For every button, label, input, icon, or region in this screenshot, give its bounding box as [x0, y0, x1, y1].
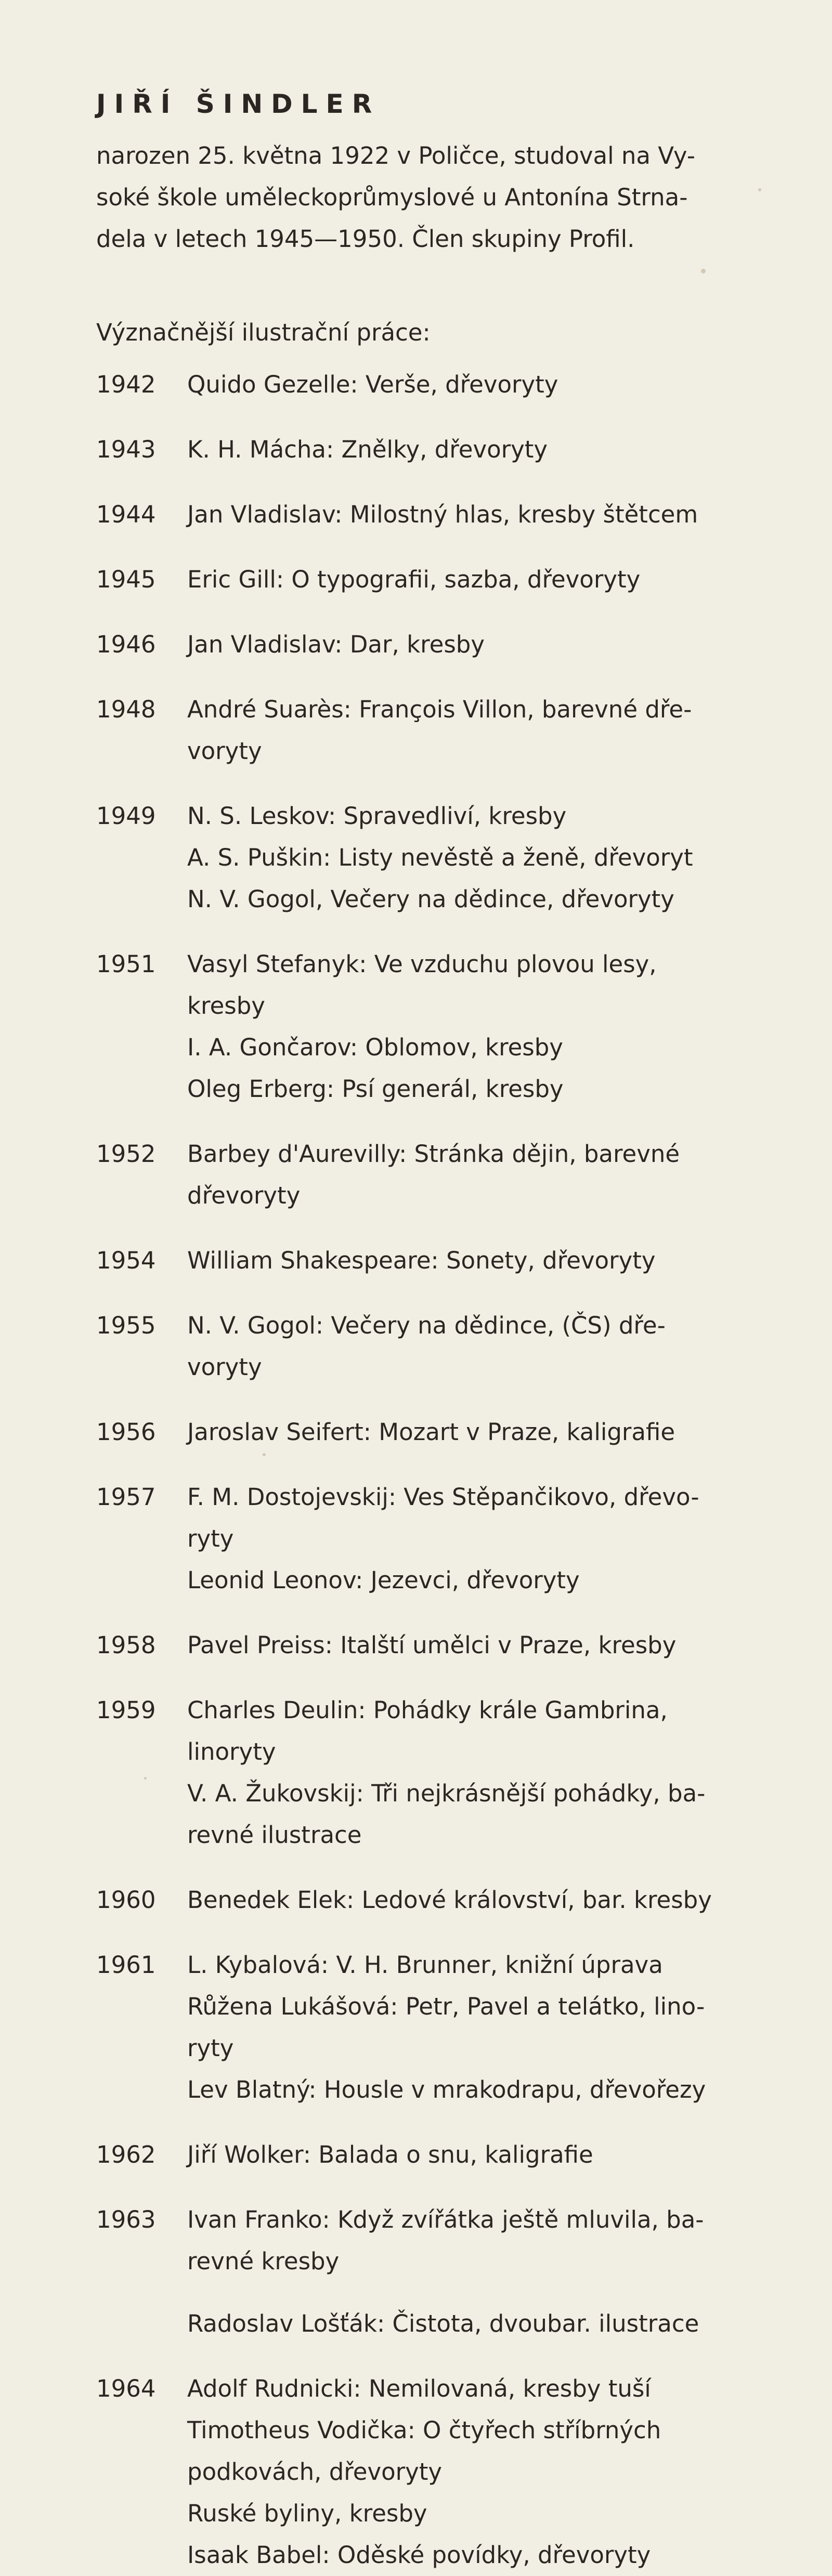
bio-line: dela v letech 1945—1950. Člen skupiny Profil.	[96, 225, 635, 253]
entry-year: 1946	[96, 631, 156, 658]
artist-bio	[96, 135, 757, 260]
work-line: kresby	[187, 992, 265, 1019]
work-line: Benedek Elek: Ledové království, bar. kresby	[187, 1886, 712, 1914]
entry-year: 1952	[96, 1140, 156, 1168]
work-line: Lev Blatný: Housle v mrakodrapu, dřevořezy	[187, 2076, 706, 2103]
work-entry	[96, 2199, 757, 2345]
work-entry	[96, 1305, 757, 1388]
entry-year: 1963	[96, 2206, 156, 2233]
work-line: Růžena Lukášová: Petr, Pavel a telátko, lino-	[187, 1993, 705, 2020]
work-line: revné kresby	[187, 2247, 340, 2275]
work-entry	[96, 1411, 757, 1453]
work-line: Ivan Franko: Když zvířátka ještě mluvila, ba-	[187, 2206, 704, 2233]
entry-year: 1954	[96, 1247, 156, 1274]
work-line: Jan Vladislav: Dar, kresby	[187, 631, 485, 658]
entry-works	[187, 1625, 757, 1666]
work-line: L. Kybalová: V. H. Brunner, knižní úprava	[187, 1951, 663, 1979]
bio-line: soké škole uměleckoprůmyslové u Antonína Strna-	[96, 184, 688, 211]
entry-year: 1962	[96, 2141, 156, 2168]
work-line: voryty	[187, 737, 262, 765]
paper-speck	[758, 188, 761, 191]
work-line: ryty	[187, 1525, 234, 1552]
work-line: linoryty	[187, 1738, 276, 1766]
entry-works	[187, 2199, 757, 2345]
entry-works	[187, 2368, 757, 2576]
work-entry	[96, 1690, 757, 1856]
entry-year: 1948	[96, 696, 156, 723]
entry-year: 1943	[96, 436, 156, 463]
work-line: Leonid Leonov: Jezevci, dřevoryty	[187, 1566, 580, 1594]
work-entry	[96, 364, 757, 406]
work-line: dřevoryty	[187, 1182, 301, 1209]
work-line: N. V. Gogol, Večery na dědince, dřevoryty	[187, 885, 674, 913]
work-entry	[96, 1476, 757, 1601]
work-entry	[96, 1879, 757, 1921]
work-line: Isaak Babel: Oděské povídky, dřevoryty	[187, 2541, 651, 2569]
work-line: Timotheus Vodička: O čtyřech stříbrných	[187, 2416, 661, 2444]
work-entry	[96, 559, 757, 600]
work-line: podkovách, dřevoryty	[187, 2458, 443, 2486]
work-line: Pavel Preiss: Italští umělci v Praze, kresby	[187, 1631, 677, 1659]
work-entry	[96, 624, 757, 665]
work-line: Jiří Wolker: Balada o snu, kaligrafie	[187, 2141, 593, 2168]
work-entry	[96, 795, 757, 920]
entry-year: 1960	[96, 1886, 156, 1914]
work-line: Radoslav Lošťák: Čistota, dvoubar. ilustrace	[187, 2310, 699, 2337]
work-entry	[96, 1240, 757, 1282]
entry-works	[187, 624, 757, 665]
work-line: F. M. Dostojevskij: Ves Stěpančikovo, dřevo-	[187, 1483, 699, 1511]
entry-works	[187, 559, 757, 600]
entry-year: 1964	[96, 2375, 156, 2402]
entry-year: 1959	[96, 1696, 156, 1724]
section-label: Význačnější ilustrační práce:	[96, 319, 431, 346]
entry-year: 1958	[96, 1631, 156, 1659]
work-line: Quido Gezelle: Verše, dřevoryty	[187, 371, 558, 398]
entry-works	[187, 795, 757, 920]
work-entry	[96, 944, 757, 1110]
entry-works	[187, 1476, 757, 1601]
work-line: A. S. Puškin: Listy nevěstě a ženě, dřevoryt	[187, 844, 693, 871]
entry-year: 1957	[96, 1483, 156, 1511]
entry-works	[187, 494, 757, 535]
entry-works	[187, 1411, 757, 1453]
work-line: voryty	[187, 1353, 262, 1381]
page	[96, 83, 757, 2576]
entry-year: 1949	[96, 802, 156, 830]
work-line: N. S. Leskov: Spravedliví, kresby	[187, 802, 567, 830]
work-entry	[96, 2134, 757, 2176]
work-line: N. V. Gogol: Večery na dědince, (ČS) dře-	[187, 1312, 666, 1339]
work-entry	[96, 1944, 757, 2111]
work-line: William Shakespeare: Sonety, dřevoryty	[187, 1247, 656, 1274]
work-entry	[96, 1133, 757, 1217]
entry-works	[187, 944, 757, 1110]
work-line: Eric Gill: O typografii, sazba, dřevoryty	[187, 566, 641, 593]
work-entry	[96, 2368, 757, 2576]
work-line: Adolf Rudnicki: Nemilovaná, kresby tuší	[187, 2375, 651, 2402]
work-line: Vasyl Stefanyk: Ve vzduchu plovou lesy,	[187, 950, 657, 978]
work-line: André Suarès: François Villon, barevné dře-	[187, 696, 692, 723]
work-line: Ruské byliny, kresby	[187, 2500, 427, 2527]
entry-year: 1942	[96, 371, 156, 398]
entry-works	[187, 1133, 757, 1217]
work-entry	[96, 689, 757, 772]
work-line: Oleg Erberg: Psí generál, kresby	[187, 1075, 564, 1103]
entry-works	[187, 689, 757, 772]
work-line: I. A. Gončarov: Oblomov, kresby	[187, 1034, 563, 1061]
work-line: V. A. Žukovskij: Tři nejkrásnější pohádky, ba-	[187, 1780, 706, 1807]
work-line: ryty	[187, 2034, 234, 2062]
work-line: Jan Vladislav: Milostný hlas, kresby štětcem	[187, 501, 698, 528]
work-line: K. H. Mácha: Znělky, dřevoryty	[187, 436, 548, 463]
entry-works	[187, 1305, 757, 1388]
entry-works	[187, 2134, 757, 2176]
entry-works	[187, 1944, 757, 2111]
works-list	[96, 364, 757, 2576]
entry-year: 1956	[96, 1418, 156, 1446]
work-entry	[96, 494, 757, 535]
work-line: revné ilustrace	[187, 1821, 362, 1849]
entry-works	[187, 1879, 757, 1921]
work-line: Barbey d'Aurevilly: Stránka dějin, barevné	[187, 1140, 680, 1168]
entry-year: 1944	[96, 501, 156, 528]
work-line: Charles Deulin: Pohádky krále Gambrina,	[187, 1696, 668, 1724]
entry-year: 1945	[96, 566, 156, 593]
entry-works	[187, 429, 757, 470]
bio-line: narozen 25. května 1922 v Poličce, studoval na Vy-	[96, 142, 695, 169]
work-entry	[96, 429, 757, 470]
entry-works	[187, 1690, 757, 1856]
entry-year: 1955	[96, 1312, 156, 1339]
work-line: Jaroslav Seifert: Mozart v Praze, kaligrafie	[187, 1418, 675, 1446]
entry-year: 1961	[96, 1951, 156, 1979]
entry-year: 1951	[96, 950, 156, 978]
entry-works	[187, 364, 757, 406]
work-entry	[96, 1625, 757, 1666]
artist-name: JIŘÍ ŠINDLER	[96, 89, 381, 119]
entry-works	[187, 1240, 757, 1282]
